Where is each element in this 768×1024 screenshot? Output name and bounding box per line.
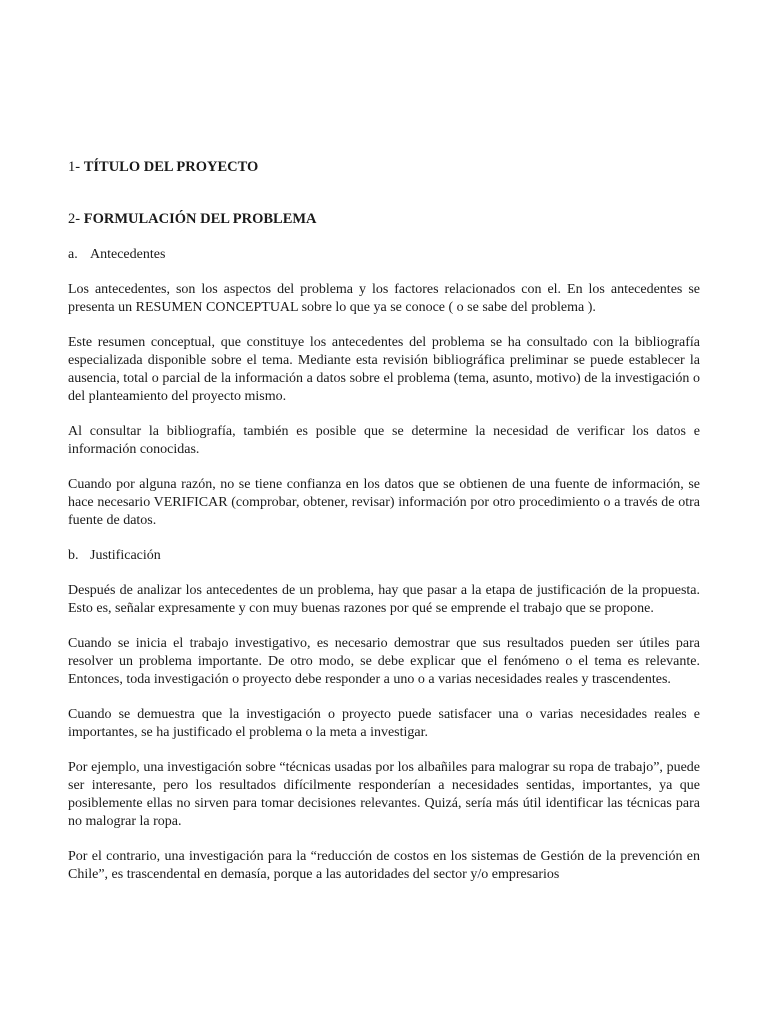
section-heading-problem-formulation [68,210,700,228]
subsection-heading-justificacion [68,547,700,565]
paragraph: Este resumen conceptual, que constituye los antecedentes del problema se ha consultado con la bibliografía especializada disponible sobre el tema. Mediante esta revisión bibliográfica preliminar se puede establecer la ausencia, total o parcial de la información a datos sobre el problema (tema, asunto, motivo) de la investigación o del planteamiento del proyecto mismo. [68,335,700,404]
document-body [68,158,700,901]
subsection-title: Antecedentes [90,247,166,262]
subsection-title: Justificación [90,548,161,563]
paragraph: Cuando por alguna razón, no se tiene confianza en los datos que se obtienen de una fuente de información, se hace necesario VERIFICAR (comprobar, obtener, revisar) información por otro procedimiento o a través de otra fuente de datos. [68,477,700,528]
subsection-heading-antecedentes [68,246,700,264]
section-title: FORMULACIÓN DEL PROBLEMA [83,211,317,227]
paragraph: Al consultar la bibliografía, también es posible que se determine la necesidad de verificar los datos e información conocidas. [68,424,700,457]
paragraph: Cuando se demuestra que la investigación o proyecto puede satisfacer una o varias necesidades reales e importantes, se ha justificado el problema o la meta a investigar. [68,707,700,740]
paragraph: Por el contrario, una investigación para la “reducción de costos en los sistemas de Gestión de la prevención en Chile”, es trascendental en demasía, porque a las autoridades del sector y/o empresarios [68,849,700,882]
paragraph: Los antecedentes, son los aspectos del problema y los factores relacionados con el. En los antecedentes se presenta un RESUMEN CONCEPTUAL sobre lo que ya se conoce ( o se sabe del problema ). [68,282,700,315]
paragraph: Después de analizar los antecedentes de un problema, hay que pasar a la etapa de justificación de la propuesta. Esto es, señalar expresamente y con muy buenas razones por qué se emprende el trabajo que se propone. [68,583,700,616]
paragraph: Por ejemplo, una investigación sobre “técnicas usadas por los albañiles para malograr su ropa de trabajo”, puede ser interesante, pero los resultados difícilmente responderían a necesidades sentidas, importantes, ya que posiblemente ellas no sirven para tomar decisiones relevantes. Quizá, sería más útil identificar las técnicas para no malograr la ropa. [68,760,700,829]
section-heading-project-title [68,158,700,176]
paragraph: Cuando se inicia el trabajo investigativo, es necesario demostrar que sus resultados pueden ser útiles para resolver un problema importante. De otro modo, se debe explicar que el fenómeno o el tema es relevante. Entonces, toda investigación o proyecto debe responder a uno o a varias necesidades reales y trascendentes. [68,636,700,687]
subsection-letter: a. [68,247,78,262]
section-title: TÍTULO DEL PROYECTO [83,159,259,175]
section-number: 1- [68,159,84,175]
subsection-letter: b. [68,548,79,563]
section-number: 2- [68,211,84,227]
